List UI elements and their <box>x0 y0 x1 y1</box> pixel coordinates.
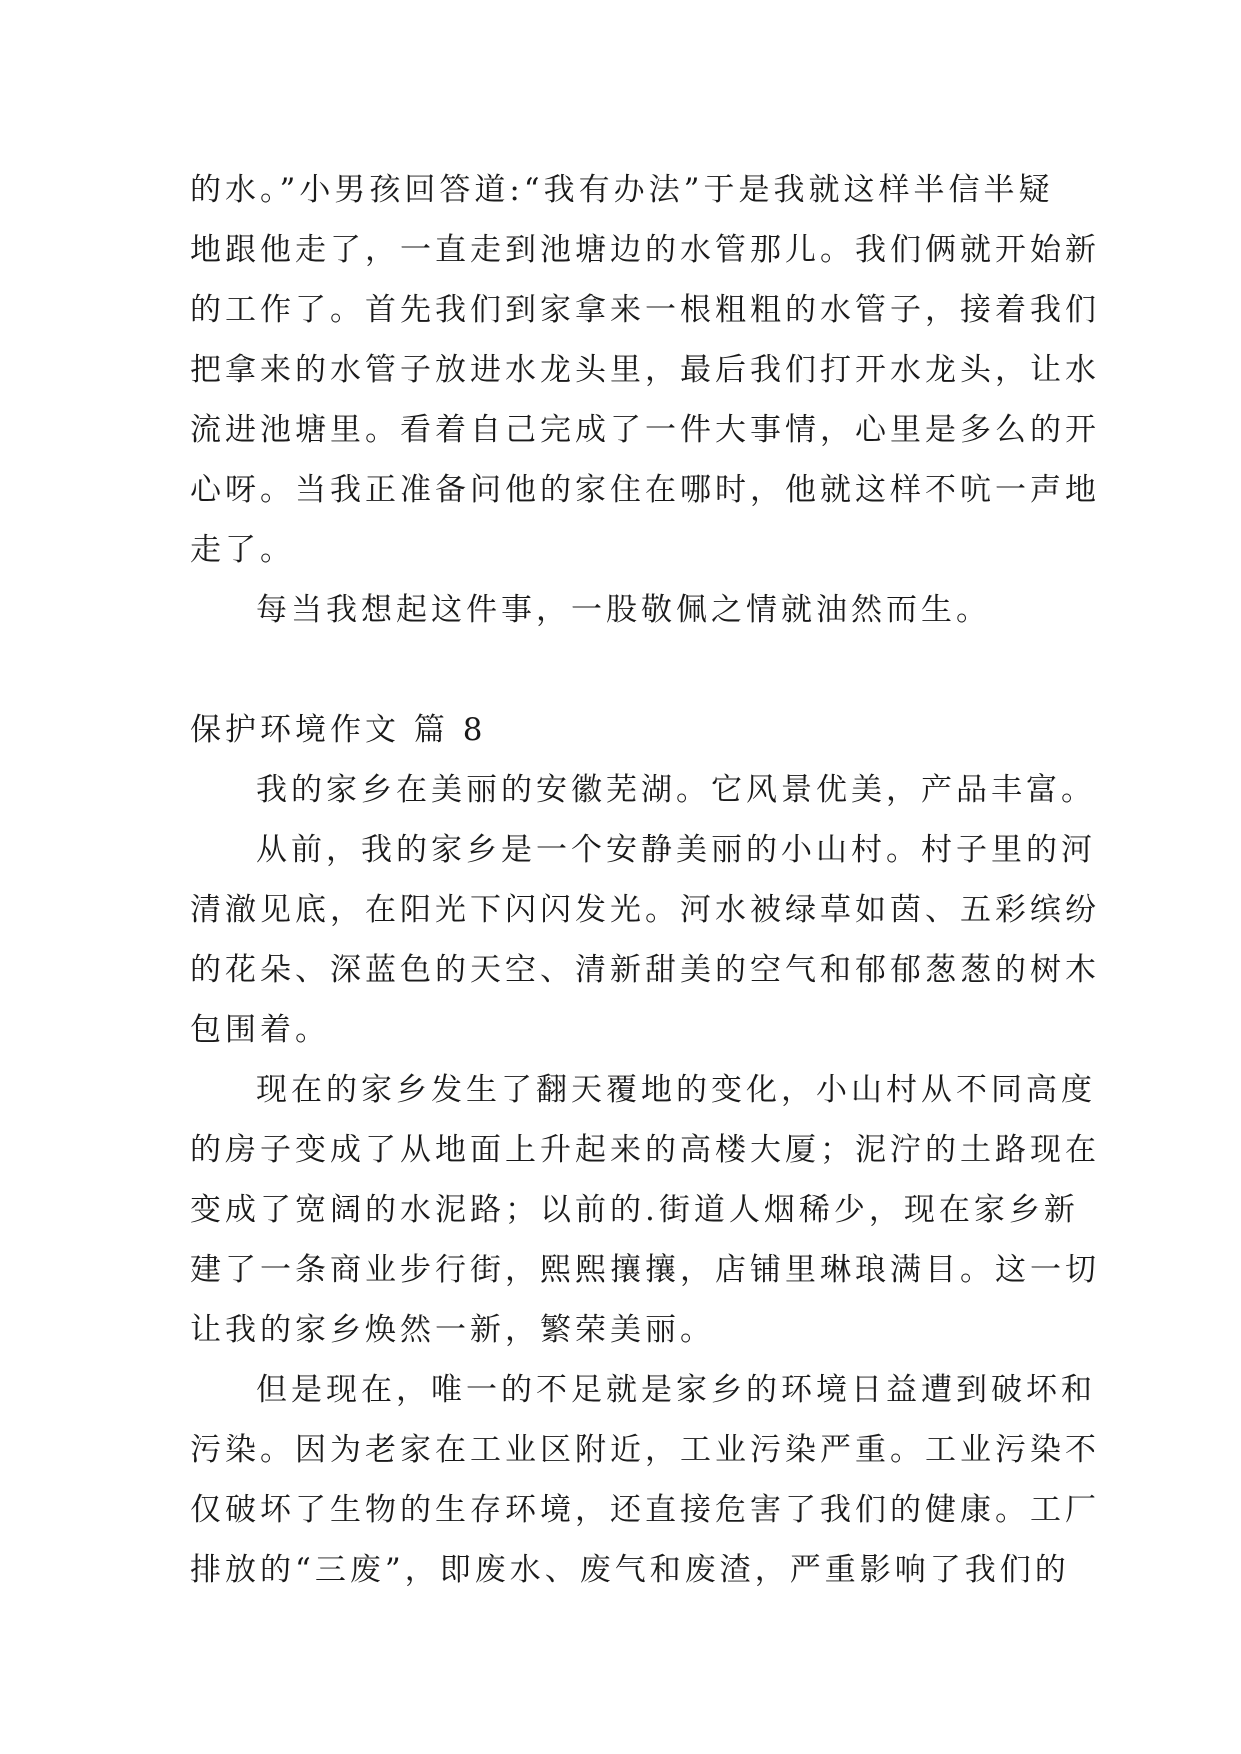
text-line: 地跟他走了，一直走到池塘边的水管那儿。我们俩就开始新 <box>190 232 1100 268</box>
text-line: 让我的家乡焕然一新，繁荣美丽。 <box>190 1312 715 1348</box>
text-line: 的工作了。首先我们到家拿来一根粗粗的水管子，接着我们 <box>190 292 1100 328</box>
text-line: 走了。 <box>190 532 295 568</box>
paragraph-line: 从前，我的家乡是一个安静美丽的小山村。村子里的河 <box>256 832 1096 868</box>
text-line: 流进池塘里。看着自己完成了一件大事情，心里是多么的开 <box>190 412 1100 448</box>
paragraph-line: 每当我想起这件事，一股敬佩之情就油然而生。 <box>256 592 991 628</box>
text-line: 排放的“三废”，即废水、废气和废渣，严重影响了我们的 <box>190 1552 1070 1588</box>
paragraph-line: 但是现在，唯一的不足就是家乡的环境日益遭到破坏和 <box>256 1372 1096 1408</box>
text-line: 污染。因为老家在工业区附近，工业污染严重。工业污染不 <box>190 1432 1100 1468</box>
section-title: 保护环境作文 篇 8 <box>190 712 487 748</box>
text-line: 变成了宽阔的水泥路；以前的.街道人烟稀少，现在家乡新 <box>190 1192 1079 1228</box>
text-line: 的水。”小男孩回答道:“我有办法”于是我就这样半信半疑 <box>190 172 1054 208</box>
text-line: 的房子变成了从地面上升起来的高楼大厦；泥泞的土路现在 <box>190 1132 1100 1168</box>
paragraph-line: 我的家乡在美丽的安徽芜湖。它风景优美，产品丰富。 <box>256 772 1096 808</box>
text-line: 仅破坏了生物的生存环境，还直接危害了我们的健康。工厂 <box>190 1492 1100 1528</box>
text-line: 心呀。当我正准备问他的家住在哪时，他就这样不吭一声地 <box>190 472 1100 508</box>
text-line: 包围着。 <box>190 1012 330 1048</box>
document-body <box>190 160 1100 1600</box>
paragraph-line: 现在的家乡发生了翻天覆地的变化，小山村从不同高度 <box>256 1072 1096 1108</box>
text-line: 把拿来的水管子放进水龙头里，最后我们打开水龙头，让水 <box>190 352 1100 388</box>
text-line: 建了一条商业步行街，熙熙攘攘，店铺里琳琅满目。这一切 <box>190 1252 1100 1288</box>
text-line: 清澈见底，在阳光下闪闪发光。河水被绿草如茵、五彩缤纷 <box>190 892 1100 928</box>
text-line: 的花朵、深蓝色的天空、清新甜美的空气和郁郁葱葱的树木 <box>190 952 1100 988</box>
